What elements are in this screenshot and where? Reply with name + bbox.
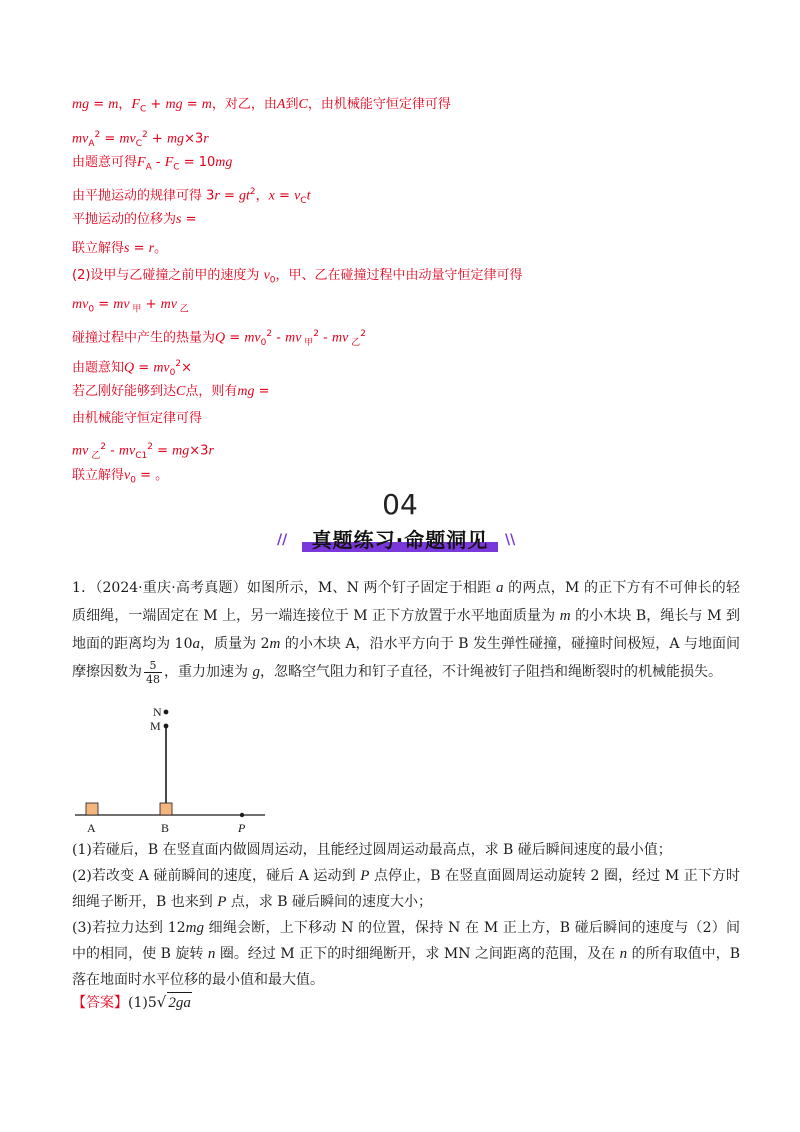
solution-token: m: [108, 97, 119, 112]
solution-token: ，: [118, 97, 132, 112]
section-left-deco: //: [277, 532, 288, 548]
answer-line: [72, 992, 192, 1013]
solution-token: =: [274, 188, 295, 204]
stem-text: 如图所示，M、N 两个钉子固定于相距: [246, 580, 496, 596]
physics-figure: [70, 700, 270, 835]
solution-token: -: [319, 330, 332, 346]
solution-token: Q: [215, 330, 226, 346]
label-p: P: [238, 821, 246, 835]
solution-token: F: [164, 155, 174, 170]
solution-line: [72, 267, 523, 290]
solution-token: ×3: [184, 131, 204, 147]
sub-question-text: (3)若拉力达到 12: [72, 920, 186, 936]
sub-question-text: (2)若改变 A 碰前瞬间的速度，碰后 A 运动到: [72, 868, 361, 884]
fraction-denominator: 48: [146, 672, 160, 686]
solution-token: 到: [285, 97, 299, 112]
solution-token: ，由机械能守恒定律可得: [307, 97, 451, 112]
solution-token: 2: [175, 359, 182, 369]
solution-token: mg: [172, 443, 190, 459]
stem-text: 的小木块 B，绳长与 M 到地面的距离均为 10: [72, 608, 740, 652]
solution-line: [72, 96, 451, 119]
solution-token: mg: [237, 384, 255, 399]
solution-token: x: [268, 188, 275, 204]
solution-line: [72, 211, 197, 229]
solution-token: ，对乙，由: [211, 97, 277, 112]
solution-token: gt: [239, 188, 250, 204]
sub-question-2: [72, 863, 740, 915]
solution-token: mv: [72, 297, 89, 312]
solution-token: 0: [130, 475, 136, 486]
section-right-deco: \\: [505, 532, 516, 548]
block-b: [160, 803, 172, 815]
stem-text: ，忽略空气阻力和钉子直径，不计绳被钉子阻挡和绳断裂时的机械能损失。: [259, 664, 722, 680]
solution-token: 2: [313, 329, 320, 339]
solution-token: F: [131, 97, 140, 112]
solution-token: C: [135, 138, 143, 149]
solution-token: +: [141, 297, 161, 312]
solution-token: 乙: [176, 304, 189, 315]
solution-line: [72, 240, 167, 258]
sub-question-text: 的所有取值中，B 落在地面时水平位移的最小值和最大值。: [72, 946, 740, 988]
point-p: [240, 813, 244, 817]
solution-line: [72, 438, 214, 465]
var-g: g: [252, 664, 260, 680]
label-a: A: [87, 821, 96, 835]
solution-token: 乙: [348, 337, 361, 348]
solution-line: [72, 296, 189, 319]
solution-token: mg: [165, 97, 183, 112]
solution-line: [72, 383, 270, 401]
solution-token: -: [105, 443, 119, 459]
solution-token: = 10: [179, 155, 216, 170]
sub-question-text: 细绳会断，上下移动 N 的位置，保持 N 在 M 正上方，B 碰后瞬间的速度与（2）间中的相同，使 B 旋转: [72, 920, 740, 962]
solution-token: 2: [360, 329, 366, 339]
solution-token: A: [276, 97, 286, 112]
var-m: m: [269, 636, 281, 652]
solution-token: mv: [118, 443, 136, 459]
solution-token: 0: [169, 367, 176, 378]
solution-token: =: [94, 297, 114, 312]
sub-question-1: [72, 837, 740, 863]
var-m: m: [559, 608, 571, 624]
solution-token: 0: [88, 304, 95, 315]
solution-token: s: [124, 241, 130, 256]
answer-tag: 【答案】: [72, 995, 128, 1011]
solution-token: 若乙刚好能够到达: [72, 384, 177, 399]
solution-line: [72, 410, 202, 428]
solution-token: 甲: [129, 304, 142, 315]
solution-token: 由机械能守恒定律可得: [72, 411, 203, 426]
solution-line: [72, 154, 232, 177]
solution-token: mg: [166, 131, 185, 147]
solution-token: -: [151, 155, 165, 170]
solution-token: r: [148, 241, 155, 256]
question-stem: [72, 574, 740, 686]
solution-token: =: [254, 384, 270, 399]
solution-token: s: [176, 212, 182, 227]
solution-token: Q: [124, 360, 135, 376]
var-mg: mg: [185, 920, 204, 936]
solution-token: 联立解得: [72, 468, 125, 483]
nail-m: [164, 724, 169, 729]
solution-token: 联立解得: [72, 241, 125, 256]
solution-token: =: [129, 241, 149, 256]
solution-token: mv: [285, 330, 302, 346]
solution-token: r: [203, 131, 209, 147]
sub-question-text: 点停止，B 在竖直面圆周运动旋转 2 圈，经过 M 正下方时细绳子断开，B 也来到: [72, 868, 740, 910]
solution-token: =: [152, 443, 173, 459]
var-a: a: [192, 636, 200, 652]
var-a: a: [496, 580, 504, 596]
solution-token: A: [145, 162, 152, 173]
solution-token: mv: [119, 131, 136, 147]
solution-token: ，: [255, 188, 269, 204]
solution-line: [72, 126, 209, 153]
solution-token: = 。: [135, 468, 169, 483]
answer-part: (1): [128, 995, 148, 1011]
solution-token: 乙: [88, 450, 101, 461]
solution-token: mv: [160, 297, 177, 312]
sub-question-text: (1)若碰后，B 在竖直面内做圆周运动，且能经过圆周运动最高点，求 B 碰后瞬间速度的最小值；: [72, 842, 672, 858]
solution-token: 2: [94, 130, 101, 140]
solution-line: [72, 355, 192, 382]
solution-token: mg: [215, 155, 233, 170]
answer-coef: 5: [147, 995, 157, 1011]
stem-text: ，质量为 2: [199, 636, 270, 652]
stem-text: ，重力加速为: [164, 664, 253, 680]
solution-token: -: [272, 330, 286, 346]
solution-token: =: [181, 212, 197, 227]
solution-token: ，甲、乙在碰撞过程中由动量守恒定律可得: [275, 268, 523, 283]
solution-token: mv: [153, 360, 170, 376]
solution-token: ×3: [189, 443, 209, 459]
solution-token: mv: [72, 131, 89, 147]
solution-token: mv: [113, 297, 130, 312]
solution-token: 甲: [301, 337, 314, 348]
solution-line: [72, 467, 168, 490]
section-title: 真题练习·命题洞见: [306, 524, 495, 553]
solution-token: v: [263, 268, 270, 283]
stem-text: 的小木块 A，沿水平方向于 B 发生弹性碰撞，碰撞时间极短，A 与地面间摩擦因数为: [72, 636, 740, 680]
sub-question-text: 点，求 B 碰后瞬间的速度大小；: [226, 894, 433, 910]
friction-fraction: [144, 659, 162, 686]
solution-token: r: [208, 443, 214, 459]
fraction-numerator: 5: [144, 659, 162, 673]
solution-token: mg: [72, 97, 90, 112]
solution-token: =: [225, 330, 245, 346]
var-p: P: [217, 894, 227, 910]
solution-token: C: [298, 97, 308, 112]
label-n: N: [153, 705, 162, 719]
solution-token: 碰撞过程中产生的热量为: [72, 330, 216, 346]
sqrt-sign: √: [156, 993, 167, 1011]
solution-token: C: [176, 384, 186, 399]
solution-token: v: [124, 468, 131, 483]
solution-token: A: [88, 138, 95, 149]
solution-token: mv: [331, 330, 349, 346]
solution-token: C1: [135, 450, 148, 461]
solution-token: 2: [142, 130, 148, 140]
solution-token: C: [300, 195, 307, 206]
solution-line: [72, 183, 310, 210]
answer-radicand: 2ga: [167, 992, 192, 1013]
solution-line: [72, 325, 366, 352]
solution-token: =: [100, 131, 120, 147]
solution-token: =: [89, 97, 109, 112]
solution-token: =: [134, 360, 154, 376]
question-index: 1．: [72, 580, 96, 596]
solution-token: +: [146, 97, 166, 112]
solution-token: 0: [260, 337, 267, 348]
nail-n: [164, 710, 169, 715]
solution-token: 2: [266, 329, 273, 339]
solution-token: 0: [269, 275, 276, 286]
solution-token: 。: [154, 241, 168, 256]
question-source: （2024·重庆·高考真题）: [95, 580, 247, 596]
solution-token: t: [306, 188, 311, 204]
section-title-wrap: [0, 524, 800, 553]
solution-token: (2)设甲与乙碰撞之前甲的速度为: [72, 268, 264, 283]
solution-token: 由题意可得: [72, 155, 138, 170]
solution-token: m: [201, 97, 212, 112]
solution-token: 由题意知: [72, 360, 125, 376]
solution-token: =: [182, 97, 202, 112]
sub-question-text: 圈。经过 M 正下的时细绳断开，求 MN 之间距离的范围，及在: [215, 946, 620, 962]
var-n: n: [207, 946, 216, 962]
label-b: B: [161, 821, 170, 835]
solution-token: 2: [147, 442, 153, 452]
solution-token: C: [173, 162, 180, 173]
solution-token: r: [214, 188, 220, 204]
var-p: P: [360, 868, 370, 884]
solution-token: C: [140, 104, 147, 115]
solution-token: v: [294, 188, 301, 204]
block-a: [86, 803, 98, 815]
solution-token: 点，则有: [185, 384, 238, 399]
var-n: n: [619, 946, 628, 962]
solution-token: 平抛运动的位移为: [72, 212, 177, 227]
solution-token: mv: [72, 443, 89, 459]
solution-token: 由平抛运动的规律可得 3: [72, 188, 215, 204]
sub-question-3: [72, 915, 740, 993]
stem-text: 的两点，M 的正下方有不可伸长的轻质细绳，一端固定在 M 上，另一端连接位于 M 正下方放置于水平地面质量为: [72, 580, 740, 624]
solution-token: F: [137, 155, 146, 170]
solution-token: +: [147, 131, 167, 147]
solution-token: =: [219, 188, 240, 204]
solution-token: ×: [181, 360, 193, 376]
section-number: 04: [382, 488, 418, 521]
solution-token: mv: [244, 330, 261, 346]
solution-token: 2: [100, 442, 106, 452]
solution-token: 2: [249, 187, 256, 197]
label-m: M: [150, 719, 161, 733]
